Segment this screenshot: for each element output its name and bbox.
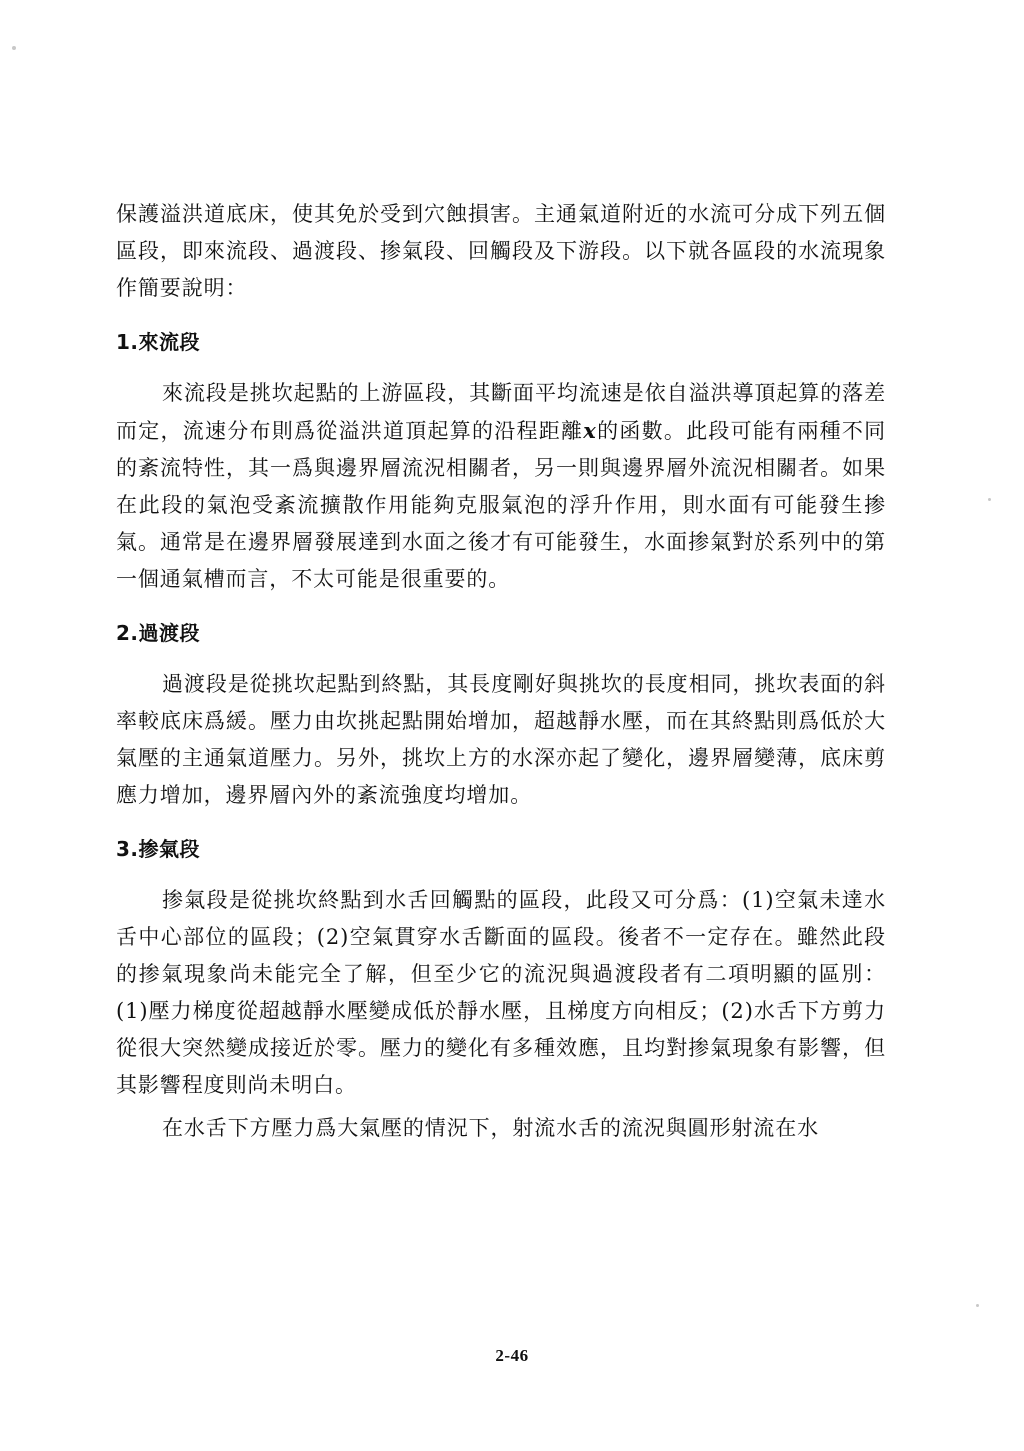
page-number: 2-46 xyxy=(495,1346,529,1365)
scan-speck xyxy=(976,1304,979,1307)
intro-paragraph: 保護溢洪道底床，使其免於受到穴蝕損害。主通氣道附近的水流可分成下列五個區段，即來流段、過渡段、掺氣段、回觸段及下游段。以下就各區段的水流現象作簡要說明： xyxy=(116,202,886,300)
section-heading-aeration: 3.掺氣段 xyxy=(116,837,201,861)
approach-paragraph xyxy=(116,375,886,598)
approach-text-part-2: 的函數。此段可能有兩種不同的紊流特性，其一爲與邊界層流況相關者，另一則與邊界層外流況相關者。如果在此段的氣泡受紊流擴散作用能夠克服氣泡的浮升作用，則水面有可能發生掺氣。通常是在邊界層發展達到水面之後才有可能發生，水面掺氣對於系列中的第一個通氣槽而言，不太可能是很重要的。 xyxy=(116,419,886,591)
variable-x: x xyxy=(583,418,597,443)
aeration-paragraph-2: 在水舌下方壓力爲大氣壓的情況下，射流水舌的流況與圓形射流在水 xyxy=(162,1116,819,1140)
approach-text-part-1: 來流段是挑坎起點的上游區段，其斷面平均流速是依自溢洪導頂起算的落差而定，流速分布則爲從溢洪道頂起算的沿程距離 xyxy=(116,381,886,443)
section-heading-approach: 1.來流段 xyxy=(116,330,201,354)
scan-speck xyxy=(12,46,16,50)
page-body xyxy=(116,196,886,1147)
aeration-paragraph-1: 掺氣段是從挑坎終點到水舌回觸點的區段，此段又可分爲：(1)空氣未達水舌中心部位的區段；(2)空氣貫穿水舌斷面的區段。後者不一定存在。雖然此段的掺氣現象尚未能完全了解，但至少它的流況與過渡段者有二項明顯的區別：(1)壓力梯度從超越靜水壓變成低於靜水壓，且梯度方向相反；(2)水舌下方剪力從很大突然變成接近於零。壓力的變化有多種效應，且均對掺氣現象有影響，但其影響程度則尚未明白。 xyxy=(116,888,886,1097)
transition-paragraph: 過渡段是從挑坎起點到終點，其長度剛好與挑坎的長度相同，挑坎表面的斜率較底床爲緩。壓力由坎挑起點開始增加，超越靜水壓，而在其終點則爲低於大氣壓的主通氣道壓力。另外，挑坎上方的水深亦起了變化，邊界層變薄，底床剪應力增加，邊界層內外的紊流強度均增加。 xyxy=(116,672,886,807)
section-heading-transition: 2.過渡段 xyxy=(116,621,201,645)
scan-speck xyxy=(988,498,991,501)
